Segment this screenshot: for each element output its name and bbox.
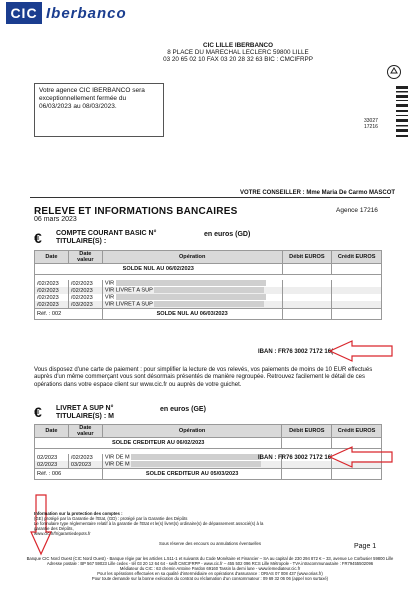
col-credit: Crédit EUROS <box>332 425 382 438</box>
row-date-valeur: /02/2023 <box>68 294 102 301</box>
row-operation <box>102 294 282 301</box>
table-header-row <box>35 251 382 264</box>
col-operation: Opération <box>102 425 282 438</box>
opening-debit <box>282 264 332 275</box>
opening-debit <box>282 438 332 449</box>
closing-balance: SOLDE CREDITEUR AU 05/03/2023 <box>102 469 282 480</box>
row-date: /02/2023 <box>35 301 69 309</box>
legal-line: Banque CIC Nord Ouest (CIC Nord Ouest) - Banque régie par les articles L.511-1 et suivants du Code Monétaire et Financier – SA au capital de 230 294 872 € – 33, avenue Le Corbusier 59800 Lille <box>26 556 394 561</box>
iberbanco-wordmark: Iberbanco <box>46 4 127 22</box>
protection-link[interactable]: www.cic.fr/fr/garantiedepots.fr <box>34 531 91 537</box>
cic-logo-mark: CIC <box>6 2 42 24</box>
legal-line: Pour les opérations effectuées en sa qualité d'intermédiaire en opérations d'assurance : ORIAS 07 008 437 (www.orias.fr) <box>97 571 323 577</box>
row-credit <box>332 287 382 294</box>
legal-footer <box>10 556 410 581</box>
opening-balance-row <box>35 264 382 275</box>
row-date-valeur: /02/2023 <box>68 287 102 294</box>
arrow-pointer-icon <box>328 446 394 468</box>
closing-debit <box>282 469 332 480</box>
row-credit <box>332 294 382 301</box>
row-credit <box>332 301 382 309</box>
table-row <box>35 301 382 309</box>
col-date: Date <box>35 425 69 438</box>
row-operation <box>102 461 282 469</box>
row-operation-text: VIR LIVRET A SUP <box>104 287 153 294</box>
row-operation <box>102 454 282 461</box>
closing-credit <box>332 469 382 480</box>
table-row <box>35 287 382 294</box>
bank-logo <box>6 2 134 24</box>
protection-line1: (GE) protégé par la Garantie de l'Etat, (GD) : protégé par la Garantie des Dépôts <box>34 516 188 522</box>
closing-credit <box>332 309 382 320</box>
row-operation <box>102 280 282 287</box>
account1-table <box>34 250 382 320</box>
redacted-block <box>131 461 261 467</box>
row-operation <box>102 301 282 309</box>
row-debit <box>282 280 332 287</box>
row-date: /02/2023 <box>35 280 69 287</box>
row-date-valeur: 03/2023 <box>68 461 102 469</box>
adviser-line: VOTRE CONSEILLER : Mme Maria De Carmo MASCOT <box>240 190 396 196</box>
account1-ref: Réf. : 002 <box>35 309 103 320</box>
row-operation-text: VIR <box>104 280 115 287</box>
table-row <box>35 294 382 301</box>
col-credit: Crédit EUROS <box>332 251 382 264</box>
table-header-row <box>35 425 382 438</box>
col-operation: Opération <box>102 251 282 264</box>
account2-name: LIVRET A SUP N° <box>56 405 114 412</box>
row-operation-text: VIR <box>104 294 115 301</box>
account2-holder: TITULAIRE(S) : M <box>56 413 114 420</box>
row-date-valeur: /02/2023 <box>68 280 102 287</box>
side-code-line2: 17216 <box>364 124 378 130</box>
row-debit <box>282 301 332 309</box>
opening-balance: SOLDE CREDITEUR AU 06/02/2023 <box>35 438 282 449</box>
legal-line: Adresse postale : BP 567 59023 Lille cedex - tél 03 20 12 64 64 - swift CMCIFRPP - www.cic.fr – 455 502 096 RCS Lille Métropole - TVA intracommunautaire : FR79455502096 <box>46 561 374 567</box>
redacted-block <box>154 301 264 307</box>
col-debit: Débit EUROS <box>282 425 332 438</box>
account2-currency: en euros (GE) <box>160 406 206 413</box>
legal-line: Pour toute demande sur la bonne exécution du contrat ou réclamation d'un consommateur : 09 69 32 06 06 (appel non surtaxé) <box>91 576 329 582</box>
row-date-valeur: /03/2023 <box>68 301 102 309</box>
col-date-valeur: Date valeur <box>68 425 102 438</box>
recycle-icon <box>386 64 402 80</box>
row-operation-text: VIR LIVRET A SUP <box>104 301 153 308</box>
redacted-block <box>116 294 266 300</box>
account1-holder: TITULAIRE(S) : <box>56 238 107 245</box>
agency-contact: 03 20 65 02 10 FAX 03 20 28 32 63 BIC : CMCIFRPP <box>163 56 313 64</box>
row-operation-text: VIR DE M <box>104 461 130 468</box>
redacted-block <box>116 280 266 286</box>
side-code-line1: 33027 <box>364 118 378 124</box>
euro-icon: € <box>34 230 42 246</box>
postal-barcode-icon <box>395 84 409 142</box>
protection-line2: Le formulaire type réglementaire relatif à la garantie de l'Etat et le(s) livret(s) ordinaire(s) de dépassement associé(s) à la garantie des Dépôts, <box>34 521 264 532</box>
euro-icon: € <box>34 404 42 420</box>
col-debit: Débit EUROS <box>282 251 332 264</box>
agency-name: CIC LILLE IBERBANCO <box>203 42 273 49</box>
row-date: 02/2023 <box>35 454 69 461</box>
row-date: /02/2023 <box>35 287 69 294</box>
page-number: Page 1 <box>354 543 377 550</box>
agency-address-block <box>138 42 338 64</box>
row-operation <box>102 287 282 294</box>
row-debit <box>282 294 332 301</box>
redacted-block <box>131 454 261 460</box>
row-date: 02/2023 <box>35 461 69 469</box>
legal-reserve: Sous réserve des encours ou annulations éventuelles <box>159 541 261 546</box>
row-credit <box>332 280 382 287</box>
legal-line: Médiateur du CIC : 63 chemin Antoine Pardon 69160 Tassin la demi lune - www.lemediateur.cic.fr <box>119 566 301 572</box>
account1-name: COMPTE COURANT BASIC N° <box>56 230 157 237</box>
agency-code: Agence 17216 <box>336 207 378 214</box>
account2-iban: IBAN : FR76 3002 7172 16 <box>258 455 332 461</box>
table-row <box>35 280 382 287</box>
row-date-valeur: /02/2023 <box>68 454 102 461</box>
closure-notice: Votre agence CIC IBERBANCO sera exceptionnellement fermée du 06/03/2023 au 08/03/2023. <box>34 83 164 137</box>
closing-balance: SOLDE NUL AU 06/03/2023 <box>102 309 282 320</box>
closing-debit <box>282 309 332 320</box>
opening-balance: SOLDE NUL AU 06/02/2023 <box>35 264 283 275</box>
col-date: Date <box>35 251 69 264</box>
arrow-pointer-icon <box>328 340 394 362</box>
protection-title: Information sur la protection des comptes : <box>34 511 123 516</box>
col-date-valeur: Date valeur <box>68 251 102 264</box>
redacted-block <box>154 287 264 293</box>
header-divider <box>30 197 390 198</box>
account-protection-note <box>34 511 274 536</box>
account1-currency: en euros (GD) <box>204 231 251 238</box>
info-paragraph: Vous disposez d'une carte de paiement : pour simplifier la lecture de vos relevés, vos paiements de moins de 10 EUR effectués auprès d'un même commerçant vous sont désormais présentés de manière regroupée. Retrouvez facilement le détail de ces opérations dans votre espace client sur www.cic.fr ou auprès de votre guichet. <box>34 367 373 388</box>
closing-balance-row <box>35 469 382 480</box>
statement-title: RELEVE ET INFORMATIONS BANCAIRES <box>34 206 238 217</box>
account2-ref: Réf. : 006 <box>35 469 103 480</box>
opening-credit <box>332 264 382 275</box>
row-date: /02/2023 <box>35 294 69 301</box>
closing-balance-row <box>35 309 382 320</box>
side-code <box>364 118 378 130</box>
statement-date: 06 mars 2023 <box>34 216 77 223</box>
row-debit <box>282 287 332 294</box>
row-operation-text: VIR DE M <box>104 454 130 461</box>
row-debit <box>282 461 332 469</box>
agency-address: 8 PLACE DU MARECHAL LECLERC 59800 LILLE <box>167 49 309 57</box>
account1-iban: IBAN : FR76 3002 7172 16( <box>258 349 334 355</box>
